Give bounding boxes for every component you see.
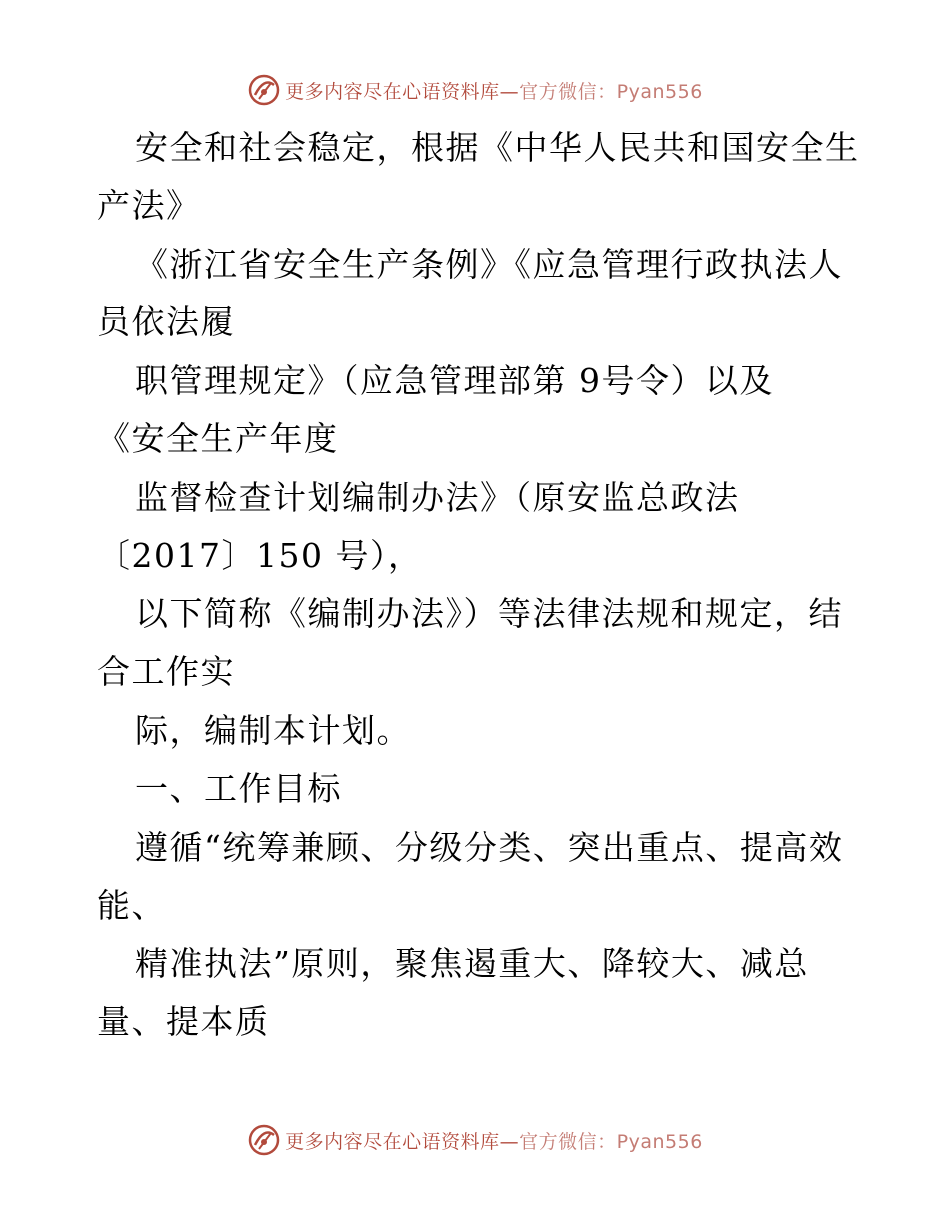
body-line: 《浙江省安全生产条例》《应急管理行政执法人 [135,245,843,284]
body-line: 《安全生产年度 [97,419,339,458]
body-line: 监督检查计划编制办法》（原安监总政法 [135,478,740,517]
body-line: 安全和社会稳定，根据《中华人民共和国安全生 [135,128,860,167]
footer-banner-text: 更多内容尽在心语资料库— [285,1130,520,1153]
body-line: 职管理规定》（应急管理部第 9号令）以及 [135,361,774,400]
logo-icon [247,1123,281,1157]
footer-banner-wechat: 官方微信：Pyan556 [519,1130,703,1153]
section-heading: 一、工作目标 [135,769,342,808]
body-line: 合工作实 [97,652,235,691]
body-line: 〔2017〕150 号）， [97,536,423,575]
header-banner-wechat: 官方微信：Pyan556 [519,80,703,103]
body-line: 能、 [97,886,166,925]
body-line: 量、提本质 [97,1002,270,1041]
body-line: 际，编制本计划。 [135,711,411,750]
body-line: 以下简称《编制办法》）等法律法规和规定，结 [135,594,843,633]
header-banner-text: 更多内容尽在心语资料库— [285,80,520,103]
body-line: 产法》 [97,186,201,225]
logo-icon [247,73,281,107]
body-line: 精准执法”原则，聚焦遏重大、降较大、减总 [135,944,809,983]
body-line: 遵循“统筹兼顾、分级分类、突出重点、提高效 [135,828,844,867]
body-line: 员依法履 [97,302,235,341]
footer-banner [0,1120,950,1160]
header-banner [0,70,950,110]
